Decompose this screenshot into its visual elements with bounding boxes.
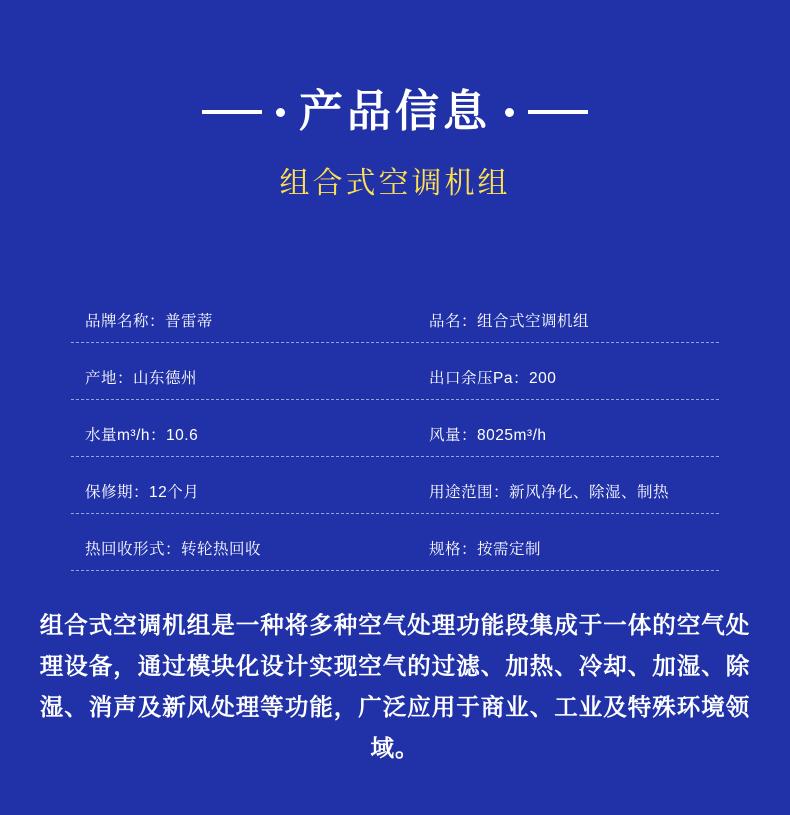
left-dot-decoration (276, 108, 285, 117)
left-rule-decoration (202, 110, 262, 114)
spec-cell-left (71, 309, 423, 342)
page-header (0, 0, 790, 202)
spec-cell-right (423, 480, 719, 513)
spec-label: 规格： (429, 541, 478, 559)
spec-cell-right (423, 309, 719, 342)
spec-cell-right (423, 423, 719, 456)
specification-table (71, 286, 719, 571)
right-dot-decoration (505, 108, 514, 117)
spec-cell-left (71, 480, 423, 513)
spec-label: 风量： (429, 427, 478, 445)
spec-label: 热回收形式： (85, 541, 182, 559)
table-row (71, 400, 719, 457)
spec-value: 山东德州 (133, 370, 198, 388)
spec-value: 新风净化、除湿、制热 (509, 484, 670, 502)
table-row (71, 514, 719, 571)
page-title: 产品信息 (299, 87, 491, 136)
table-row (71, 457, 719, 514)
spec-label: 产地： (85, 370, 134, 388)
spec-label: 品牌名称： (85, 313, 166, 331)
spec-value: 转轮热回收 (181, 541, 262, 559)
spec-label: 品名： (429, 313, 478, 331)
right-rule-decoration (528, 110, 588, 114)
spec-cell-left (71, 537, 423, 570)
page-subtitle: 组合式空调机组 (279, 167, 511, 201)
spec-value: 12个月 (149, 484, 200, 502)
spec-value: 10.6 (166, 427, 199, 445)
spec-cell-left (71, 366, 423, 399)
title-row (0, 88, 790, 136)
spec-cell-right (423, 537, 719, 570)
product-description: 组合式空调机组是一种将多种空气处理功能段集成于一体的空气处理设备，通过模块化设计实现空气的过滤、加热、冷却、加湿、除湿、消声及新风处理等功能，广泛应用于商业、工业及特殊环境领域。 (39, 612, 751, 762)
spec-value: 8025m³/h (477, 427, 547, 445)
spec-value: 200 (528, 370, 557, 388)
spec-label: 出口余压Pa： (429, 370, 529, 388)
table-row (71, 286, 719, 343)
spec-value: 组合式空调机组 (477, 313, 590, 331)
spec-value: 按需定制 (477, 541, 542, 559)
spec-value: 普雷蒂 (165, 313, 214, 331)
spec-cell-left (71, 423, 423, 456)
spec-cell-right (423, 366, 719, 399)
spec-label: 保修期： (85, 484, 150, 502)
table-row (71, 343, 719, 400)
spec-label: 水量m³/h： (85, 427, 167, 445)
spec-label: 用途范围： (429, 484, 510, 502)
